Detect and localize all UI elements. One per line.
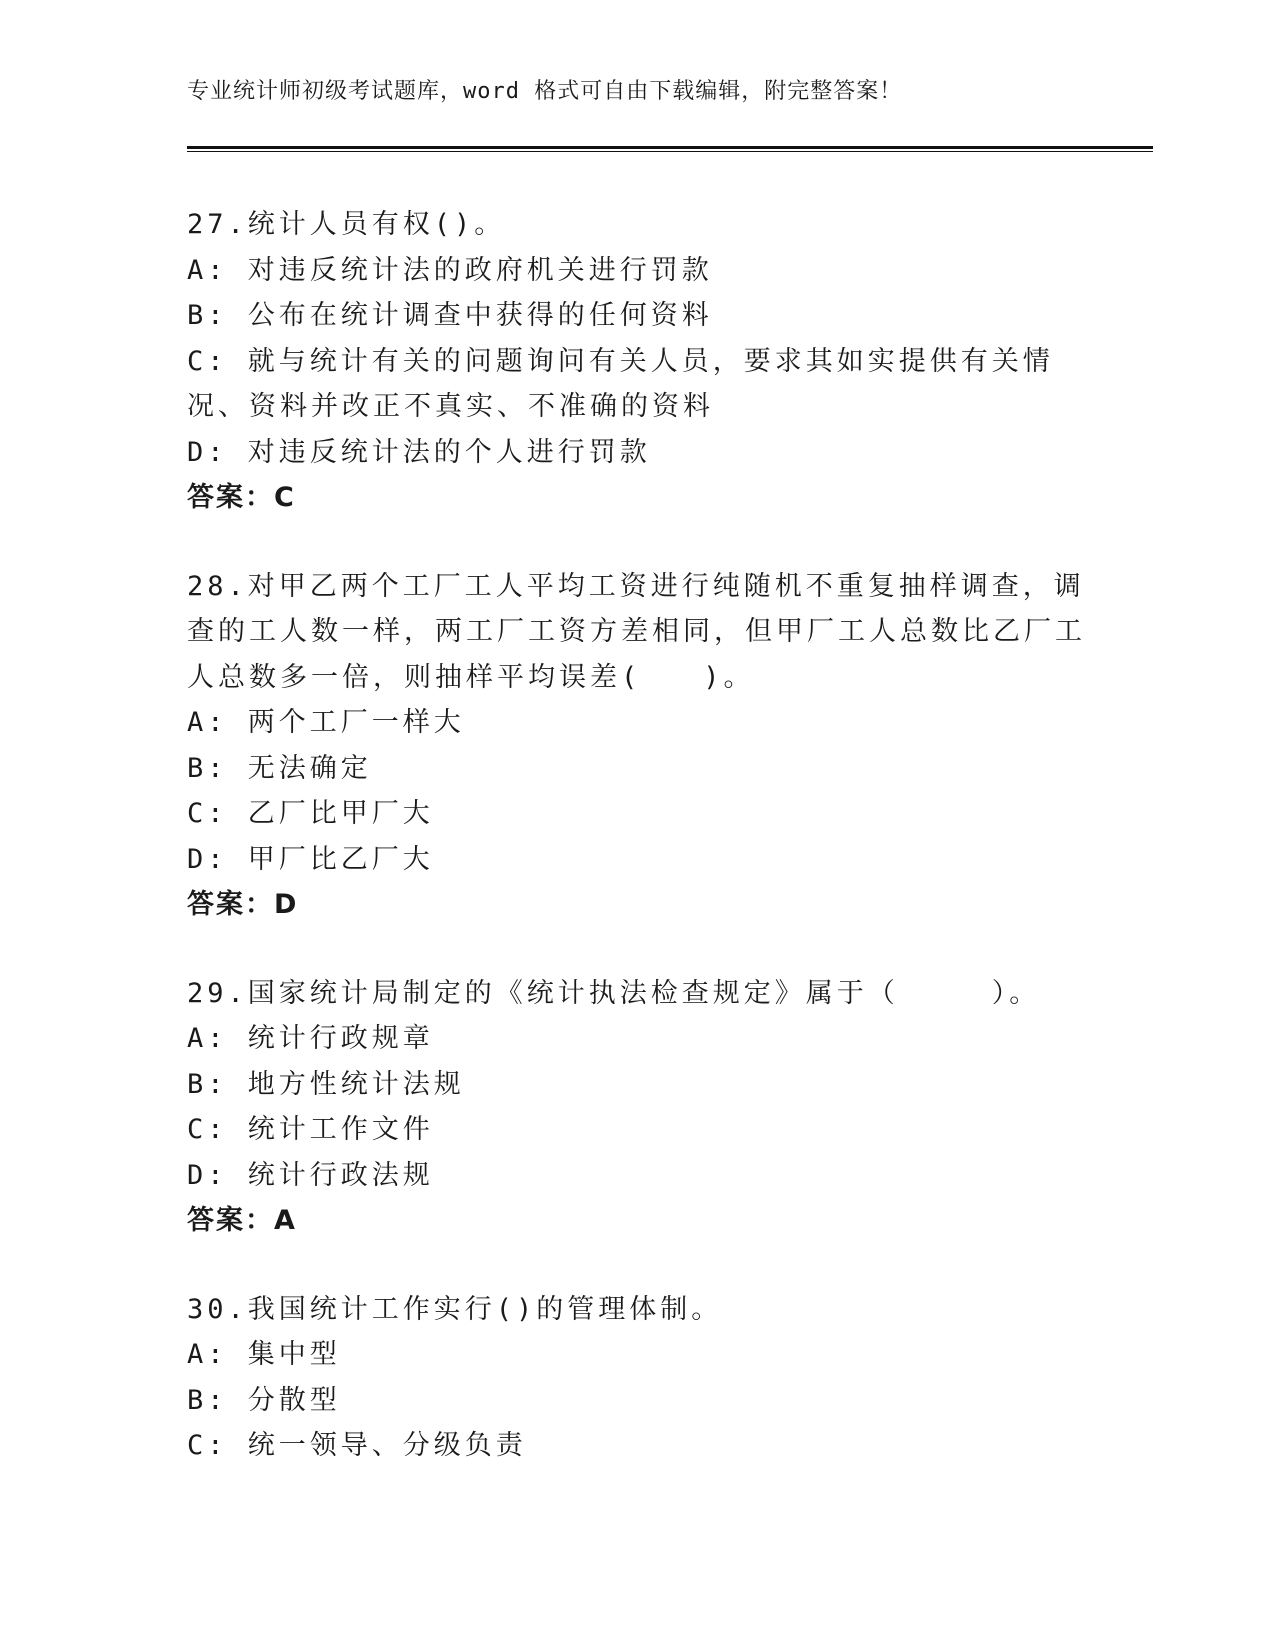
header-divider-thin: [187, 151, 1153, 152]
option-c: C: 统一领导、分级负责: [187, 1430, 527, 1461]
header-divider-thick: [187, 146, 1153, 149]
page-header: 专业统计师初级考试题库，word 格式可自由下载编辑，附完整答案！: [187, 79, 903, 104]
option-b: B: 地方性统计法规: [187, 1068, 465, 1100]
question-28: [187, 564, 1087, 928]
option-d: D: 甲厂比乙厂大: [187, 843, 434, 875]
option-a: A: 统计行政规章: [187, 1023, 434, 1054]
question-stem: 30.我国统计工作实行()的管理体制。: [187, 1293, 723, 1325]
option-a: A: 对违反统计法的政府机关进行罚款: [187, 254, 713, 286]
option-b: B: 公布在统计调查中获得的任何资料: [187, 300, 713, 331]
answer-label: 答案：D: [187, 889, 299, 920]
option-c: C: 乙厂比甲厂大: [187, 798, 434, 829]
question-27: [187, 202, 1087, 521]
option-a: A: 两个工厂一样大: [187, 707, 465, 738]
question-30: [187, 1287, 1087, 1469]
option-c: C: 就与统计有关的问题询问有关人员，要求其如实提供有关情况、资料并改正不真实、不准确的资料: [187, 345, 1054, 422]
option-d: D: 统计行政法规: [187, 1159, 434, 1191]
answer-label: 答案：C: [187, 482, 296, 513]
question-29: [187, 971, 1087, 1244]
option-b: B: 分散型: [187, 1384, 341, 1416]
question-stem: 28.对甲乙两个工厂工人平均工资进行纯随机不重复抽样调查，调查的工人数一样，两工厂工资方差相同，但甲厂工人总数比乙厂工人总数多一倍，则抽样平均误差( )。: [187, 570, 1086, 693]
option-c: C: 统计工作文件: [187, 1114, 434, 1145]
option-d: D: 对违反统计法的个人进行罚款: [187, 436, 651, 468]
option-b: B: 无法确定: [187, 752, 372, 784]
option-a: A: 集中型: [187, 1339, 341, 1370]
question-stem: 29.国家统计局制定的《统计执法检查规定》属于（ ）。: [187, 977, 1041, 1009]
question-list: [187, 202, 1087, 1512]
question-stem: 27.统计人员有权()。: [187, 209, 506, 240]
answer-label: 答案：A: [187, 1205, 297, 1236]
